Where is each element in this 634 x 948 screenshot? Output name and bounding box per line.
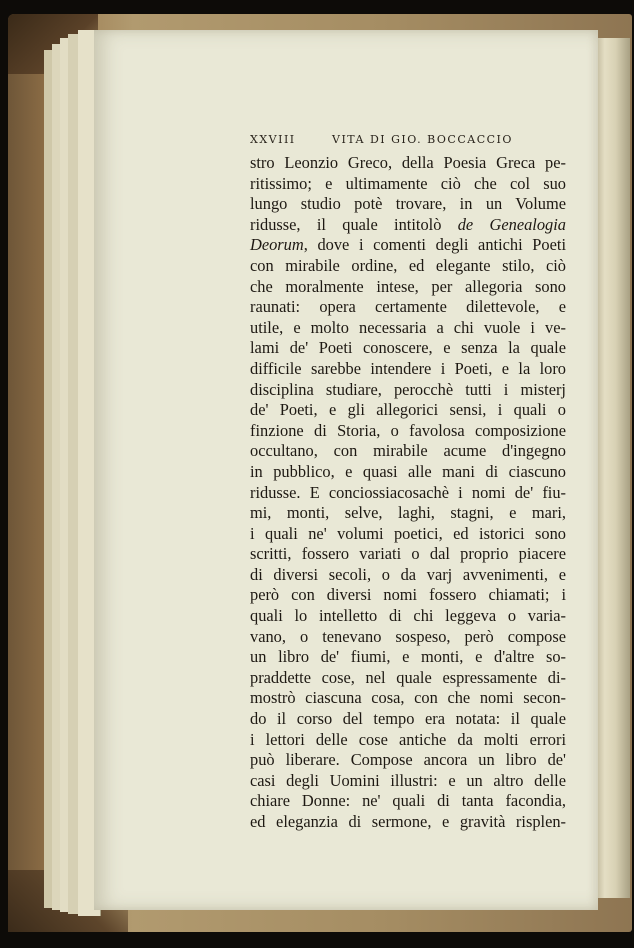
page-edge-right [594,38,630,898]
text-line: chiare Donne: ne' quali di tanta facondia, [250,791,566,811]
text-line: do il corso del tempo era notata: il quale [250,709,566,729]
text-line: lungo studio potè trovare, in un Volume [250,194,566,214]
running-head [250,133,580,153]
text-line: vano, o tenevano sospeso, però compose [250,626,566,646]
text-line: in pubblico, e quasi alle mani di ciascuno [250,461,566,481]
text-line: mi, monti, selve, laghi, stagni, e mari, [250,503,566,523]
text-line: ritissimo; e ultimamente ciò che col suo [250,173,566,193]
text-line: ridusse. E conciossiacosachè i nomi de' fiu- [250,482,566,502]
text-line: utile, e molto necessaria a chi vuole i ve- [250,317,566,337]
text-line: occultano, con mirabile acume d'ingegno [250,441,566,461]
text-line: con mirabile ordine, ed elegante stilo, ciò [250,255,566,275]
text-line: stro Leonzio Greco, della Poesia Greca pe- [250,153,566,172]
text-line: quali lo intelletto di chi leggeva o varia- [250,606,566,626]
text-line: lami de' Poeti conoscere, e senza la quale [250,338,566,358]
text-line: disciplina studiare, perocchè tutti i misterj [250,379,566,399]
text-line: i lettori delle cose antiche da molti errori [250,729,566,749]
text-line: casi degli Uomini illustri: e un altro delle [250,770,566,790]
text-line: può liberare. Compose ancora un libro de' [250,750,566,770]
text-line: però con diversi nomi fossero chiamati; i [250,585,566,605]
text-line: ed eleganzia di sermone, e gravità risplen- [250,812,566,831]
text-line: praddette cose, nel quale espressamente di- [250,667,566,687]
text-span: ridusse, il quale intitolò [250,214,442,234]
text-line: un libro de' fiumi, e monti, e d'altre so- [250,647,566,667]
italic-title: de Genealogia [457,214,566,234]
text-line [250,235,566,256]
text-line: mostrò ciascuna cosa, con che nomi secon- [250,688,566,708]
text-line: scritti, fossero variati o dal proprio piacere [250,544,566,564]
text-line: raunati: opera certamente dilettevole, e [250,297,566,317]
text-line: che moralmente intese, per allegoria sono [250,276,566,296]
text-line: finzione di Storia, o favolosa composizione [250,420,566,440]
italic-title: Deorum [250,235,304,255]
text-line: i quali ne' volumi poetici, ed istorici sono [250,523,566,543]
text-line [250,215,566,236]
page-number: XXVIII [250,133,296,146]
text-span: , dove i comenti degli antichi Poeti [303,235,566,255]
running-title: VITA DI GIO. BOCCACCIO [332,133,513,146]
body-text [250,153,566,833]
text-line: difficile sarebbe intendere i Poeti, e la loro [250,358,566,378]
text-line: di diversi secoli, o da varj avvenimenti, e [250,564,566,584]
text-line: de' Poeti, e gli allegorici sensi, i quali o [250,400,566,420]
